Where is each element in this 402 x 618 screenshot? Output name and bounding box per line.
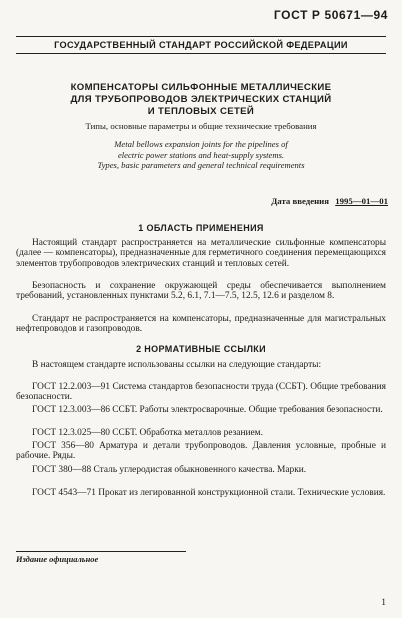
reference-item: ГОСТ 12.3.003—86 ССБТ. Работы электросварочные. Общие требования безопасности. — [32, 405, 383, 415]
document-title — [16, 82, 386, 118]
paragraph: Стандарт не распространяется на компенсаторы, предназначенные для магистральных нефтепроводов и газопроводов. — [16, 314, 386, 335]
page-number: 1 — [381, 598, 386, 608]
document-subtitle: Типы, основные параметры и общие технические требования — [85, 121, 317, 131]
english-title-line: electric power stations and heat-supply systems. — [117, 149, 285, 160]
introduction-date — [271, 196, 388, 206]
standard-header: ГОСУДАРСТВЕННЫЙ СТАНДАРТ РОССИЙСКОЙ ФЕДЕРАЦИИ — [16, 36, 386, 54]
reference-item: ГОСТ 356—80 Арматура и детали трубопроводов. Давления условные, пробные и рабочие. Ряды. — [16, 441, 386, 462]
introduction-date-label: Дата введения — [271, 196, 330, 206]
section-heading-references: 2 НОРМАТИВНЫЕ ССЫЛКИ — [136, 344, 266, 354]
english-title — [16, 139, 386, 171]
title-line: ДЛЯ ТРУБОПРОВОДОВ ЭЛЕКТРИЧЕСКИХ СТАНЦИЙ — [70, 94, 332, 105]
paragraph: Настоящий стандарт распространяется на металлические сильфонные компенсаторы (далее — компенсаторы), предназначенные для герметичного соединения перемещающихся элементов трубопроводов электрических станций и тепловых сетей. — [16, 238, 386, 269]
title-line: КОМПЕНСАТОРЫ СИЛЬФОННЫЕ МЕТАЛЛИЧЕСКИЕ — [70, 82, 332, 93]
footer-divider — [16, 551, 186, 552]
standard-number: ГОСТ Р 50671—94 — [273, 8, 388, 22]
paragraph: В настоящем стандарте использованы ссылки на следующие стандарты: — [32, 360, 322, 370]
section-heading-scope: 1 ОБЛАСТЬ ПРИМЕНЕНИЯ — [138, 223, 264, 233]
title-line: И ТЕПЛОВЫХ СЕТЕЙ — [147, 106, 255, 117]
reference-item: ГОСТ 12.3.025—80 ССБТ. Обработка металлов резанием. — [32, 428, 263, 438]
english-title-line: Metal bellows expansion joints for the pipelines of — [114, 139, 288, 149]
reference-item: ГОСТ 380—88 Сталь углеродистая обыкновенного качества. Марки. — [32, 465, 307, 475]
paragraph: Безопасность и сохранение окружающей среды обеспечивается выполнением требований, установленных пунктами 5.2, 6.1, 7.1—7.5, 12.5, 12.6 и разделом 8. — [16, 281, 386, 302]
introduction-date-value: 1995—01—01 — [335, 196, 388, 206]
official-edition-note: Издание официальное — [16, 555, 99, 564]
english-title-line: Types, basic parameters and general technical requirements — [97, 160, 305, 170]
reference-item: ГОСТ 4543—71 Прокат из легированной конструкционной стали. Технические условия. — [32, 488, 386, 498]
reference-item: ГОСТ 12.2.003—91 Система стандартов безопасности труда (ССБТ). Общие требования безопасности. — [16, 382, 386, 403]
